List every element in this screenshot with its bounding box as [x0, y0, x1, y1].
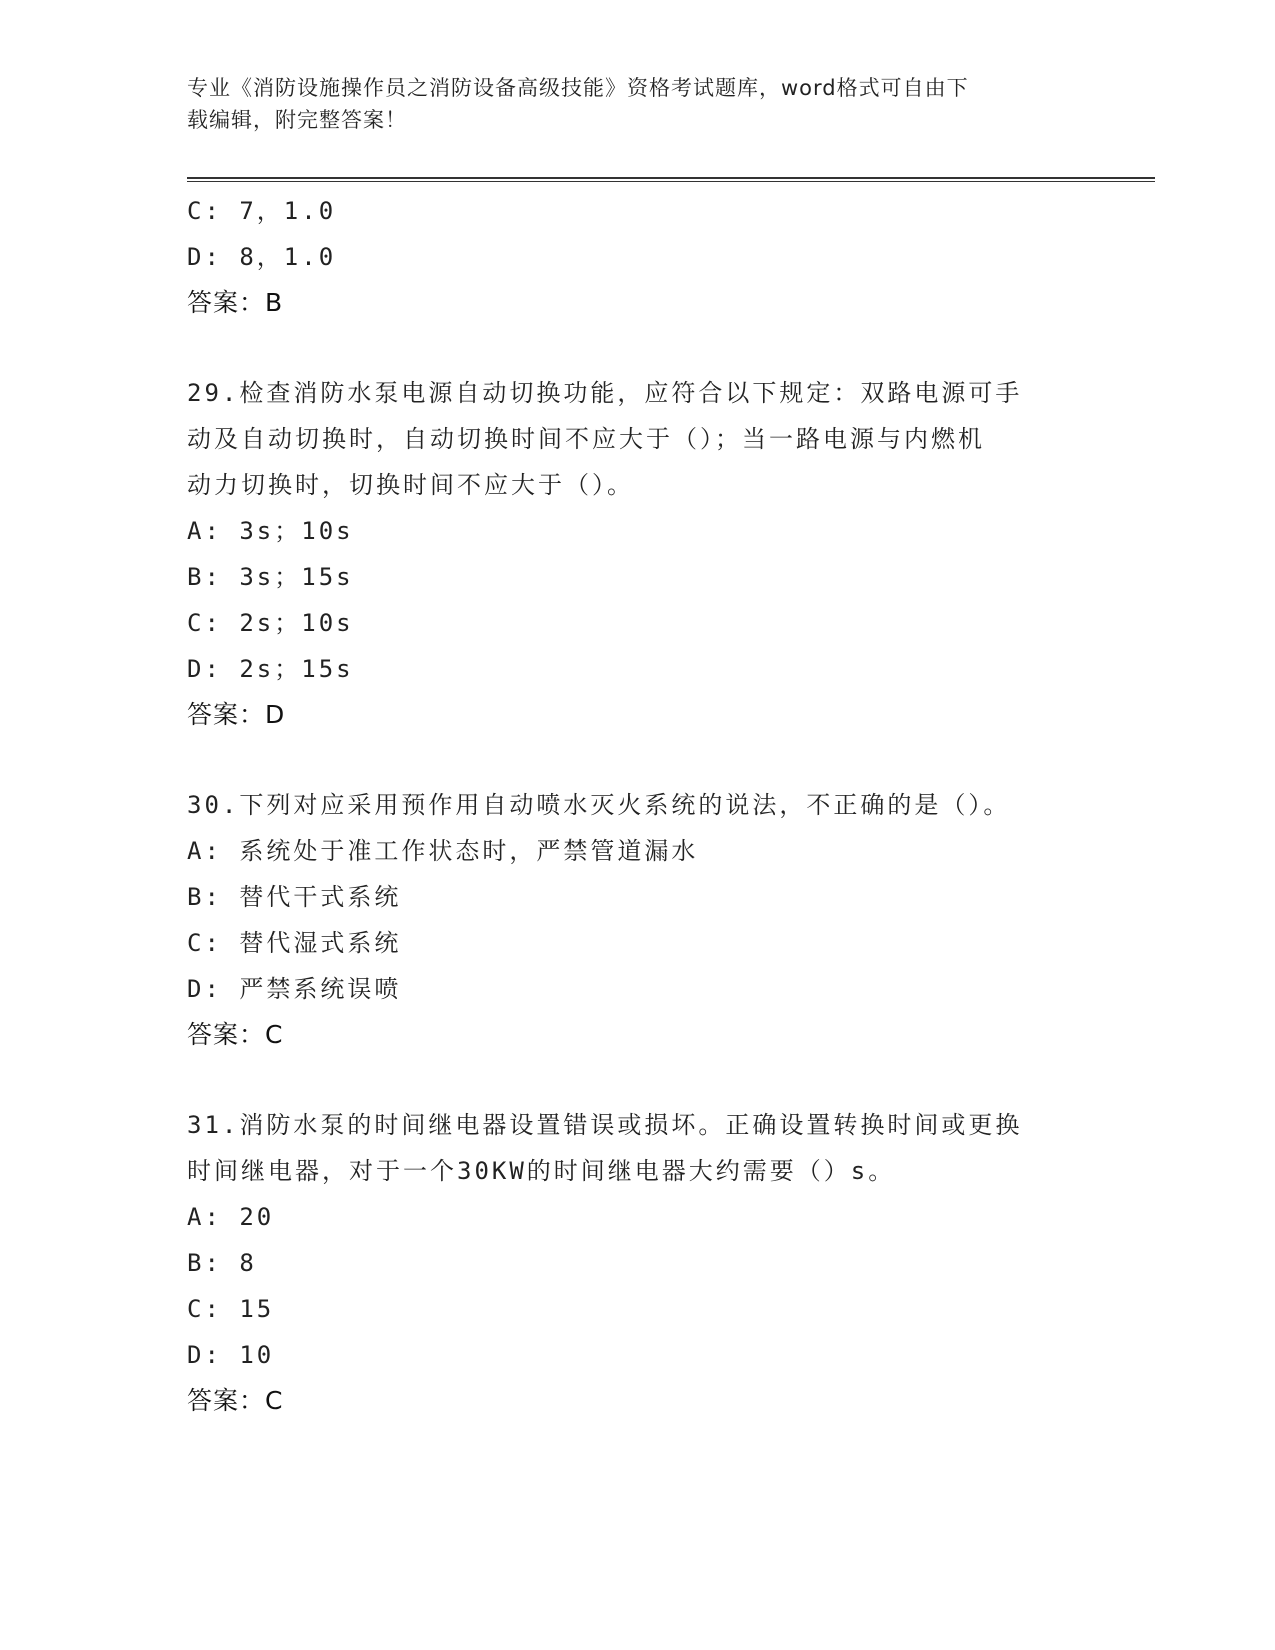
header-divider [187, 177, 1155, 182]
question-list [187, 188, 1087, 1424]
answer: 答案：C [187, 1020, 284, 1049]
question-29 [187, 370, 1087, 738]
answer: 答案：D [187, 700, 286, 729]
question-28-tail [187, 188, 1087, 326]
option-d: D: 10 [187, 1341, 275, 1369]
answer: 答案：C [187, 1386, 284, 1415]
question-31 [187, 1102, 1087, 1424]
option-c: C: 2s；10s [187, 609, 354, 637]
document-header [187, 72, 1067, 136]
question-text-line: 时间继电器，对于一个30KW的时间继电器大约需要（）s。 [187, 1157, 896, 1185]
option-b: B: 3s；15s [187, 563, 354, 591]
option-c: C: 替代湿式系统 [187, 929, 402, 957]
option-b: B: 8 [187, 1249, 257, 1277]
question-text-line: 动力切换时，切换时间不应大于（）。 [187, 471, 634, 499]
option-a: A: 系统处于准工作状态时，严禁管道漏水 [187, 837, 699, 865]
question-30 [187, 782, 1087, 1058]
option-c: C: 7，1.0 [187, 197, 337, 225]
question-text-line: 30.下列对应采用预作用自动喷水灭火系统的说法，不正确的是（）。 [187, 791, 1011, 819]
question-text-line: 31.消防水泵的时间继电器设置错误或损坏。正确设置转换时间或更换 [187, 1111, 1023, 1139]
question-text-line: 动及自动切换时，自动切换时间不应大于（）；当一路电源与内燃机 [187, 425, 985, 453]
option-d: D: 8，1.0 [187, 243, 337, 271]
option-c: C: 15 [187, 1295, 275, 1323]
option-b: B: 替代干式系统 [187, 883, 402, 911]
question-text-line: 29.检查消防水泵电源自动切换功能，应符合以下规定：双路电源可手 [187, 379, 1023, 407]
option-a: A: 3s；10s [187, 517, 354, 545]
header-line-2: 载编辑，附完整答案！ [187, 108, 407, 132]
option-d: D: 2s；15s [187, 655, 354, 683]
option-a: A: 20 [187, 1203, 275, 1231]
option-d: D: 严禁系统误喷 [187, 975, 402, 1003]
header-line-1: 专业《消防设施操作员之消防设备高级技能》资格考试题库，word格式可自由下 [187, 76, 969, 100]
answer: 答案：B [187, 288, 284, 317]
